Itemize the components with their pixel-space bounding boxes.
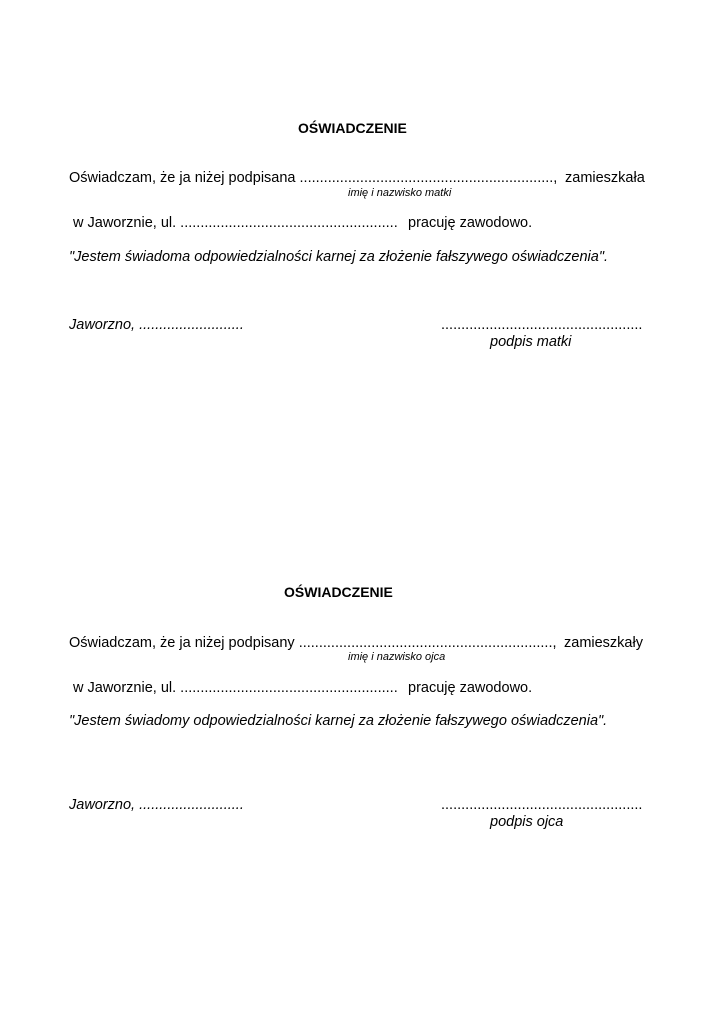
name-caption: imię i nazwisko ojca [348,651,446,663]
signature-line: .................................................. [441,797,643,813]
address-line: w Jaworznie, ul. ...................................................... [73,680,398,696]
liability-declaration: "Jestem świadoma odpowiedzialności karnej za złożenie fałszywego oświadczenia". [69,249,609,265]
address-line: w Jaworznie, ul. ...................................................... [73,215,398,231]
signature-line: .................................................. [441,317,643,333]
liability-declaration: "Jestem świadomy odpowiedzialności karnej za złożenie fałszywego oświadczenia". [69,713,608,729]
place-date-line: Jaworzno, .......................... [69,797,244,813]
statement-title: OŚWIADCZENIE [284,584,393,600]
declarant-line: Oświadczam, że ja niżej podpisana ..............................................................., [69,170,558,186]
statement-title: OŚWIADCZENIE [298,120,407,136]
signature-caption: podpis matki [490,334,572,350]
place-date-line: Jaworzno, .......................... [69,317,244,333]
employment-label: pracuję zawodowo. [408,215,533,231]
signature-caption: podpis ojca [490,814,564,830]
employment-label: pracuję zawodowo. [408,680,533,696]
residence-label: zamieszkała [565,170,645,186]
residence-label: zamieszkały [564,635,643,651]
declarant-line: Oświadczam, że ja niżej podpisany ..............................................................., [69,635,557,651]
name-caption: imię i nazwisko matki [348,187,452,199]
